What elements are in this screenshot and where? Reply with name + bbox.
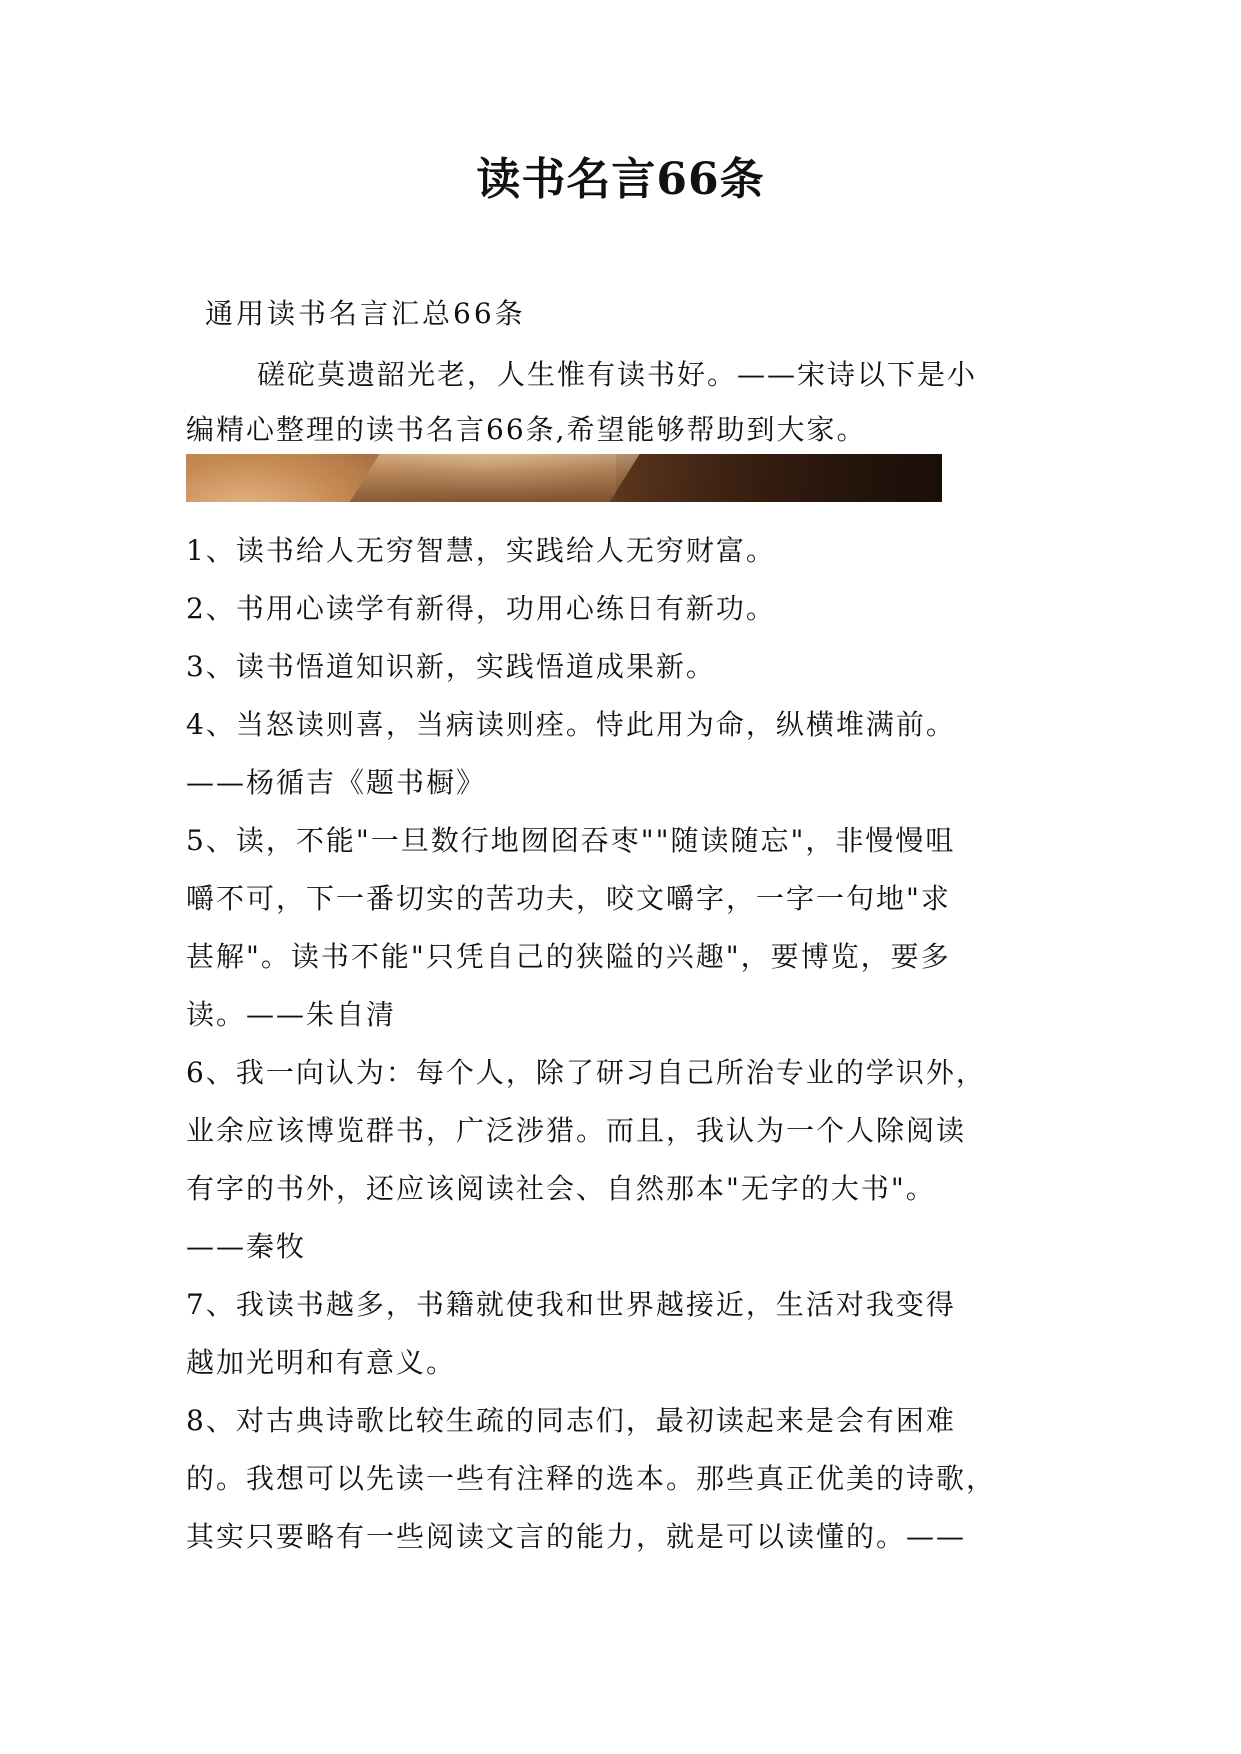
quote-line: 3、读书悟道知识新，实践悟道成果新。 <box>186 650 716 683</box>
quote-line: 7、我读书越多，书籍就使我和世界越接近，生活对我变得 <box>186 1288 956 1321</box>
quote-line: 6、我一向认为：每个人，除了研习自己所治专业的学识外， <box>186 1056 986 1089</box>
quote-line: 5、读，不能"一旦数行地囫囵吞枣""随读随忘"，非慢慢咀 <box>186 824 956 857</box>
quote-line: 2、书用心读学有新得，功用心练日有新功。 <box>186 592 776 625</box>
quote-line: 有字的书外，还应该阅读社会、自然那本"无字的大书"。 <box>186 1172 936 1205</box>
quote-line: 1、读书给人无穷智慧，实践给人无穷财富。 <box>186 534 776 567</box>
book-banner-image <box>186 454 942 502</box>
quote-line: 越加光明和有意义。 <box>186 1346 457 1379</box>
quote-line: 甚解"。读书不能"只凭自己的狭隘的兴趣"，要博览，要多 <box>186 940 951 973</box>
page-title: 读书名言66条 <box>476 154 765 205</box>
subtitle: 通用读书名言汇总66条 <box>205 297 526 330</box>
intro-line: 磋砣莫遗韶光老，人生惟有读书好。——宋诗以下是小 <box>257 358 978 391</box>
quote-line: 4、当怒读则喜，当病读则痊。恃此用为命，纵横堆满前。 <box>186 708 956 741</box>
quote-line: 8、对古典诗歌比较生疏的同志们，最初读起来是会有困难 <box>186 1404 956 1437</box>
intro-line: 编精心整理的读书名言66条,希望能够帮助到大家。 <box>186 413 867 446</box>
quote-line: 业余应该博览群书，广泛涉猎。而且，我认为一个人除阅读 <box>186 1114 967 1147</box>
book-pages-shape <box>342 454 646 502</box>
banner-shadow <box>616 454 942 502</box>
quote-line: 其实只要略有一些阅读文言的能力，就是可以读懂的。—— <box>186 1520 967 1553</box>
quote-line: 的。我想可以先读一些有注释的选本。那些真正优美的诗歌， <box>186 1462 997 1495</box>
quote-attribution: ——杨循吉《题书橱》 <box>186 766 487 799</box>
quote-attribution: 读。——朱自清 <box>186 998 397 1031</box>
quote-attribution: ——秦牧 <box>186 1230 307 1263</box>
quote-line: 嚼不可，下一番切实的苦功夫，咬文嚼字，一字一句地"求 <box>186 882 951 915</box>
